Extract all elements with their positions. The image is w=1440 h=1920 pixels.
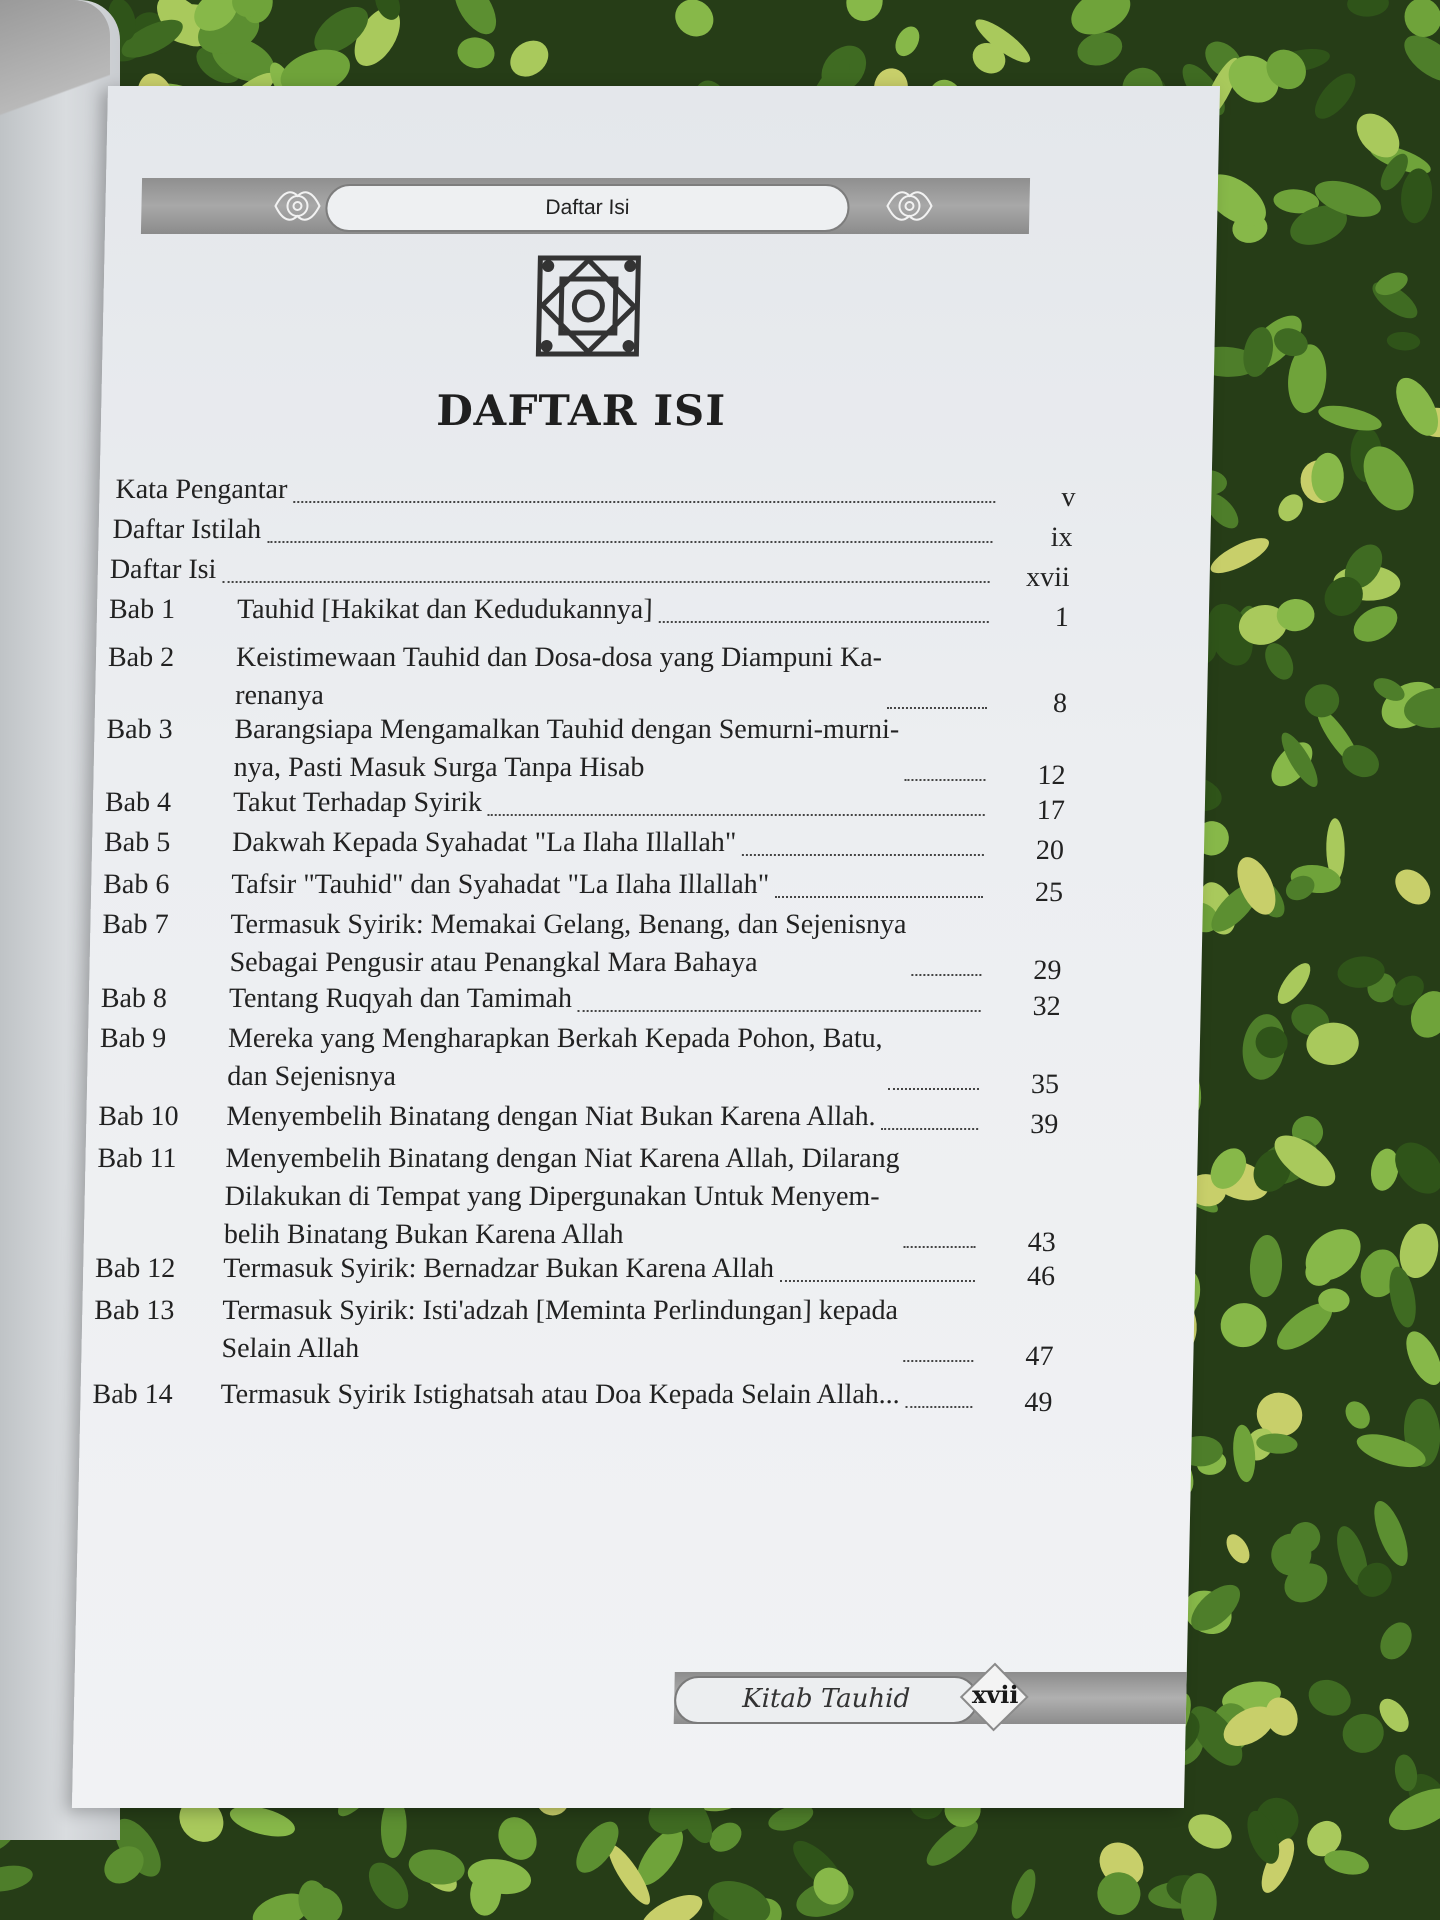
toc-page-number: 39: [1029, 1109, 1059, 1140]
toc-entry-title: [224, 1140, 901, 1254]
toc-leader-dots: [267, 541, 992, 543]
toc-entry-title-line: belih Binatang Bukan Karena Allah: [223, 1219, 624, 1250]
toc-page-number: 43: [1027, 1227, 1057, 1258]
toc-entry-title-line: Termasuk Syirik Istighatsah atau Doa Kepada Selain Allah...: [220, 1379, 901, 1410]
footer-title-pill: [674, 1676, 979, 1724]
toc-entry-title: [235, 639, 883, 715]
toc-entry-label: Bab 7: [102, 909, 169, 940]
toc-entry-label: Bab 9: [99, 1023, 167, 1054]
toc-entry-title-line: Selain Allah: [221, 1333, 360, 1364]
toc-leader-dots: [293, 501, 995, 503]
toc-leader-dots: [881, 1128, 978, 1130]
toc-leader-dots: [905, 1406, 972, 1408]
toc-leader-dots: [223, 581, 990, 583]
toc-page-number: 32: [1032, 991, 1062, 1022]
toc-entry-label: Bab 8: [100, 983, 168, 1014]
toc-leader-dots: [904, 1246, 976, 1248]
toc-page-number: 12: [1037, 760, 1066, 791]
toc-entry-label: Bab 14: [92, 1379, 174, 1410]
toc-entry-title-line: Termasuk Syirik: Isti'adzah [Meminta Perlindungan] kepada: [222, 1295, 899, 1326]
toc-entry: [94, 1250, 1096, 1292]
toc-entry: [96, 1140, 1098, 1258]
toc-page-number: 25: [1034, 877, 1064, 908]
toc-entry-label: Bab 4: [104, 787, 172, 818]
toc-leader-dots: [659, 621, 989, 623]
toc-entry-title-line: Tafsir "Tauhid" dan Syahadat "La Ilaha Illallah": [230, 869, 770, 900]
page-footer: [674, 1672, 1187, 1724]
toc-entry: [92, 1376, 1093, 1418]
toc-entry-title-line: Mereka yang Mengharapkan Berkah Kepada Pohon, Batu,: [227, 1023, 884, 1054]
toc-entry-title-line: Menyembelih Binatang dengan Niat Karena Allah, Dilarang: [225, 1143, 900, 1174]
toc-entry-label: Bab 5: [103, 827, 171, 858]
toc-entry-label: Bab 13: [94, 1295, 175, 1326]
toc-entry: [102, 866, 1104, 908]
toc-entry-title-line: Menyembelih Binatang dengan Niat Bukan Karena Allah.: [226, 1101, 877, 1132]
toc-page-number: 29: [1033, 955, 1062, 986]
toc-entry-title-line: dan Sejenisnya: [226, 1061, 397, 1092]
toc-entry-title-line: Takut Terhadap Syirik: [232, 787, 483, 818]
toc-leader-dots: [578, 1010, 981, 1012]
toc-entry-label: Bab 3: [106, 714, 173, 745]
toc-leader-dots: [888, 1088, 979, 1090]
toc-entry-title: [232, 824, 737, 862]
toc-entry-title-line: Keistimewaan Tauhid dan Dosa-dosa yang Diampuni Ka-: [235, 642, 883, 673]
toc-entry-label: Bab 1: [108, 594, 176, 625]
toc-page-number: 1: [1054, 602, 1070, 633]
toc-entry: [108, 591, 1110, 633]
toc-leader-dots: [904, 779, 985, 781]
toc-entry-label: Kata Pengantar: [115, 474, 288, 505]
page-number: xvii: [971, 1680, 1019, 1709]
toc-entry-title-line: Dilakukan di Tempat yang Dipergunakan Untuk Menyem-: [224, 1181, 880, 1212]
toc-entry: [112, 511, 1113, 553]
table-of-contents: [72, 86, 1220, 1808]
running-header-title: Daftar Isi: [545, 196, 630, 219]
toc-entry-title: [233, 711, 899, 787]
toc-page-number: 49: [1024, 1387, 1053, 1418]
toc-entry-title-line: Termasuk Syirik: Memakai Gelang, Benang, dan Sejenisnya: [230, 909, 907, 940]
toc-leader-dots: [903, 1360, 973, 1362]
toc-entry-label: Bab 11: [97, 1143, 177, 1174]
toc-entry-label: Bab 6: [102, 869, 170, 900]
toc-page-number: 17: [1036, 795, 1066, 826]
toc-entry-label: Daftar Istilah: [112, 514, 262, 545]
toc-leader-dots: [775, 896, 983, 898]
toc-entry-title: [229, 906, 907, 982]
toc-page-number: 46: [1026, 1261, 1056, 1292]
toc-entry-label: Bab 2: [107, 642, 175, 673]
toc-entry-label: Daftar Isi: [109, 554, 217, 585]
toc-entry-title-line: Tentang Ruqyah dan Tamimah: [228, 983, 573, 1014]
toc-entry-title: [237, 591, 653, 629]
toc-entry: [98, 1098, 1099, 1140]
toc-entry: [115, 471, 1116, 513]
toc-page-number: 20: [1035, 835, 1065, 866]
toc-entry: [103, 824, 1105, 866]
toc-entry: [101, 906, 1103, 986]
toc-entry-title-line: Barangsiapa Mengamalkan Tauhid dengan Semurni-murni-: [234, 714, 900, 745]
book-title: Kitab Tauhid: [741, 1684, 911, 1714]
toc-entry-title-line: renanya: [234, 680, 325, 711]
toc-entry: [99, 1020, 1101, 1100]
toc-page-number: 35: [1030, 1069, 1060, 1100]
toc-leader-dots: [742, 854, 984, 856]
toc-page-number: 47: [1025, 1341, 1054, 1372]
page-title: DAFTAR ISI: [435, 386, 727, 435]
toc-entry-title: [226, 1098, 876, 1136]
toc-entry: [105, 711, 1107, 791]
toc-leader-dots: [887, 707, 987, 709]
toc-entry: [93, 1292, 1095, 1372]
toc-entry-title: [231, 866, 770, 904]
toc-page-number: 8: [1052, 688, 1068, 719]
toc-entry: [104, 784, 1106, 826]
toc-entry: [100, 980, 1101, 1022]
toc-entry-title: [220, 1376, 900, 1414]
toc-entry-label: Bab 12: [94, 1253, 176, 1284]
toc-leader-dots: [488, 814, 985, 816]
toc-entry-title: [221, 1292, 898, 1368]
toc-entry-title-line: Termasuk Syirik: Bernadzar Bukan Karena Allah: [222, 1253, 775, 1284]
toc-entry: [107, 639, 1109, 719]
toc-leader-dots: [780, 1280, 975, 1282]
toc-page-number: ix: [1050, 522, 1073, 553]
book-page: [72, 86, 1220, 1808]
toc-entry-title-line: nya, Pasti Masuk Surga Tanpa Hisab: [233, 752, 645, 783]
toc-entry-title: [227, 1020, 883, 1096]
toc-entry-title-line: Tauhid [Hakikat dan Kedudukannya]: [236, 594, 653, 625]
toc-entry-title-line: Sebagai Pengusir atau Penangkal Mara Bahaya: [229, 947, 758, 978]
corner-ornament: [0, 0, 110, 150]
toc-page-number: v: [1061, 482, 1076, 513]
toc-entry-title-line: Dakwah Kepada Syahadat "La Ilaha Illallah": [231, 827, 737, 858]
toc-entry-title: [223, 1250, 775, 1288]
toc-entry: [109, 551, 1110, 593]
toc-entry-label: Bab 10: [98, 1101, 179, 1132]
toc-entry-title: [228, 980, 572, 1018]
toc-leader-dots: [911, 974, 981, 976]
toc-entry-title: [233, 784, 483, 822]
toc-page-number: xvii: [1025, 562, 1071, 593]
